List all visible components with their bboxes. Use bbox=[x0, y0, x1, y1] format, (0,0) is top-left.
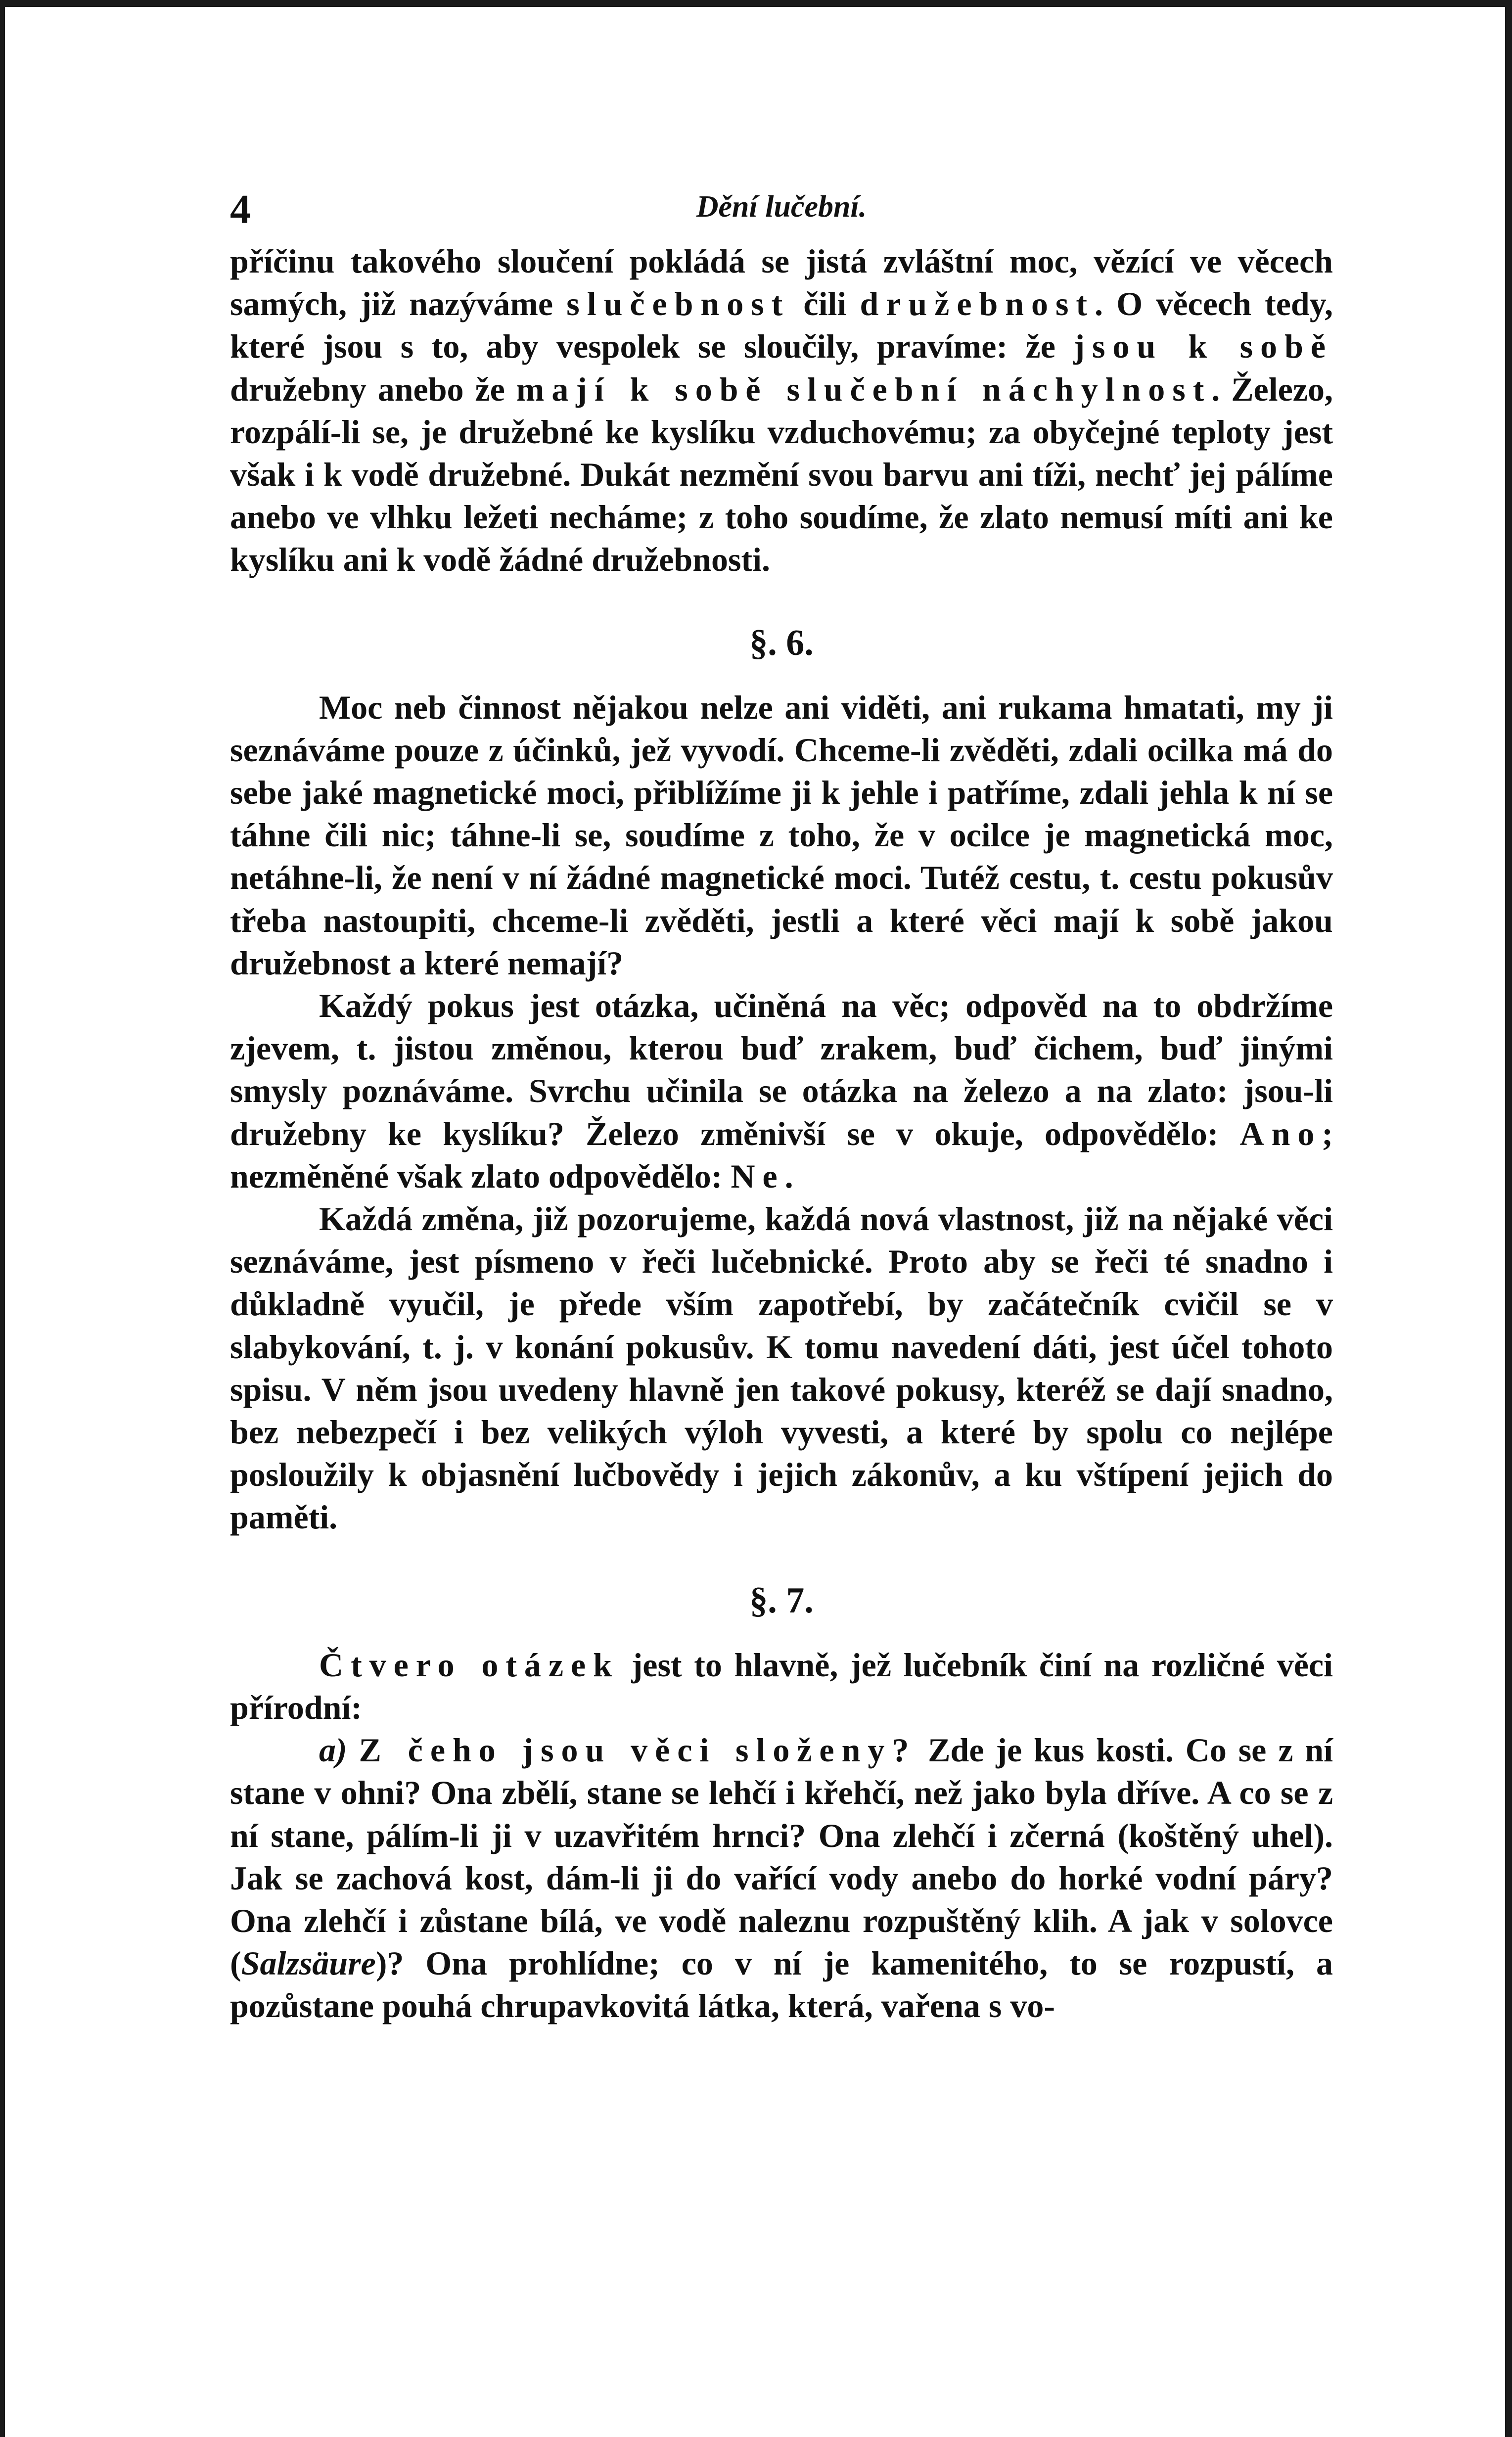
body-text bbox=[230, 240, 1333, 2027]
text-run: Zde je kus kosti. Co se z ní stane v ohni? Ona zbělí, stane se lehčí i křehčí, než jako byla dříve. A co se z ní stane, pálím-li ji v uzavřitém hrnci? Ona zlehčí i zčerná (koštěný uhel). Jak se zachová kost, dám-li ji do vařící vody anebo do horké vodní páry? Ona zlehčí i zůstane bílá, ve vodě naleznu rozpuštěný klih. A jak v solovce ( bbox=[230, 1731, 1333, 1982]
italic-term: Salzsäure bbox=[241, 1944, 376, 1982]
text-run: příčinu takového sloučení pokládá se jistá zvláštní moc, vězící ve věcech samých, již nazýváme bbox=[230, 242, 1333, 323]
top-scan-border bbox=[0, 0, 1512, 7]
book-page bbox=[230, 185, 1333, 2027]
left-scan-border bbox=[0, 0, 5, 2437]
spaced-term: Z čeho jsou věci složeny? bbox=[359, 1731, 916, 1769]
section-7-paragraph-2 bbox=[230, 1729, 1333, 2027]
text-run: Každý pokus jest otázka, učiněná na věc; odpověd na to obdržíme zjevem, t. jistou změnou, kterou buď zrakem, buď čichem, buď jinými smysly poznáváme. Svrchu učinila se otázka na železo a na zlato: jsou-li družebny ke kyslíku? Železo změnivší se v okuje, odpovědělo: bbox=[230, 987, 1333, 1152]
section-6-paragraph-2 bbox=[230, 984, 1333, 1197]
text-run: )? Ona prohlídne; co v ní je kamenitého, to se rozpustí, a pozůstane pouhá chrupavkovitá látka, která, vařena s vo- bbox=[230, 1944, 1333, 2025]
running-title: Dění lučební. bbox=[696, 190, 867, 224]
text-run: jest to hlavně, jež lučebník činí na rozličné věci přírodní: bbox=[230, 1646, 1333, 1726]
paragraph-1 bbox=[230, 240, 1333, 581]
spaced-term: jsou k sobě bbox=[1073, 327, 1333, 366]
spaced-term: Ano bbox=[1239, 1114, 1322, 1152]
page-header bbox=[230, 185, 1333, 240]
list-label: a) bbox=[319, 1731, 347, 1769]
section-6-paragraph-3: Každá změna, již pozorujeme, každá nová vlastnost, již na nějaké věci seznáváme, jest písmeno v řeči lučebnické. Proto aby se řeči té snadno i důkladně vyučil, je přede vším zapotřebí, by začátečník cvičil se v slabykování, t. j. v konání pokusův. K tomu navedení dáti, jest účel tohoto spisu. V něm jsou uvedeny hlavně jen takové pokusy, kteréž se dají snadno, bez nebezpečí i bez velikých výloh vyvesti, a které by spolu co nejlépe posloužily k objasnění lučbovědy i jejich zákonův, a ku vštípení jejich do paměti. bbox=[230, 1200, 1333, 1536]
text-run: ; nezměněné však zlato odpovědělo: bbox=[230, 1114, 1333, 1195]
section-6-paragraph-1: Moc neb činnost nějakou nelze ani viděti, ani rukama hmatati, my ji seznáváme pouze z účinků, jež vyvodí. Chceme-li zvěděti, zdali ocilka má do sebe jaké magnetické moci, přiblížíme ji k jehle i patříme, zdali jehla k ní se táhne čili nic; táhne-li se, soudíme z toho, že v ocilce je magnetická moc, netáhne-li, že není v ní žádné magnetické moci. Tutéž cestu, t. cestu pokusův třeba nastoupiti, chceme-li zvěděti, jestli a které věci mají k sobě jakou družebnost a které nemají? bbox=[230, 688, 1333, 982]
text-run: . Železo, rozpálí-li se, je družebné ke kyslíku vzduchovému; za obyčejné teploty jest však i k vodě družebné. Dukát nezmění svou barvu ani tíži, nechť jej pálíme anebo ve vlhku ležeti necháme; z toho soudíme, že zlato nemusí míti ani ke kyslíku ani k vodě žádné družebnosti. bbox=[230, 370, 1333, 579]
spaced-term: mají k sobě slučební náchylnost bbox=[516, 370, 1212, 408]
text-run: družebny anebo že bbox=[230, 370, 516, 408]
section-7-title: §. 7. bbox=[749, 1580, 814, 1621]
text-run: čili bbox=[790, 285, 860, 323]
text-run: . O věcech tedy, které jsou s to, aby vespolek se sloučily, pravíme: že bbox=[230, 285, 1333, 366]
spaced-term: družebnost bbox=[860, 285, 1095, 323]
text-run: . bbox=[784, 1157, 793, 1195]
right-scan-border bbox=[1505, 0, 1512, 2437]
section-6-title: §. 6. bbox=[749, 622, 814, 663]
spaced-term: Čtvero otázek bbox=[319, 1646, 619, 1684]
spaced-term: Ne bbox=[731, 1157, 785, 1195]
page-number: 4 bbox=[230, 186, 251, 232]
spaced-term: slučebnost bbox=[566, 285, 790, 323]
section-7-paragraph-1 bbox=[230, 1644, 1333, 1729]
